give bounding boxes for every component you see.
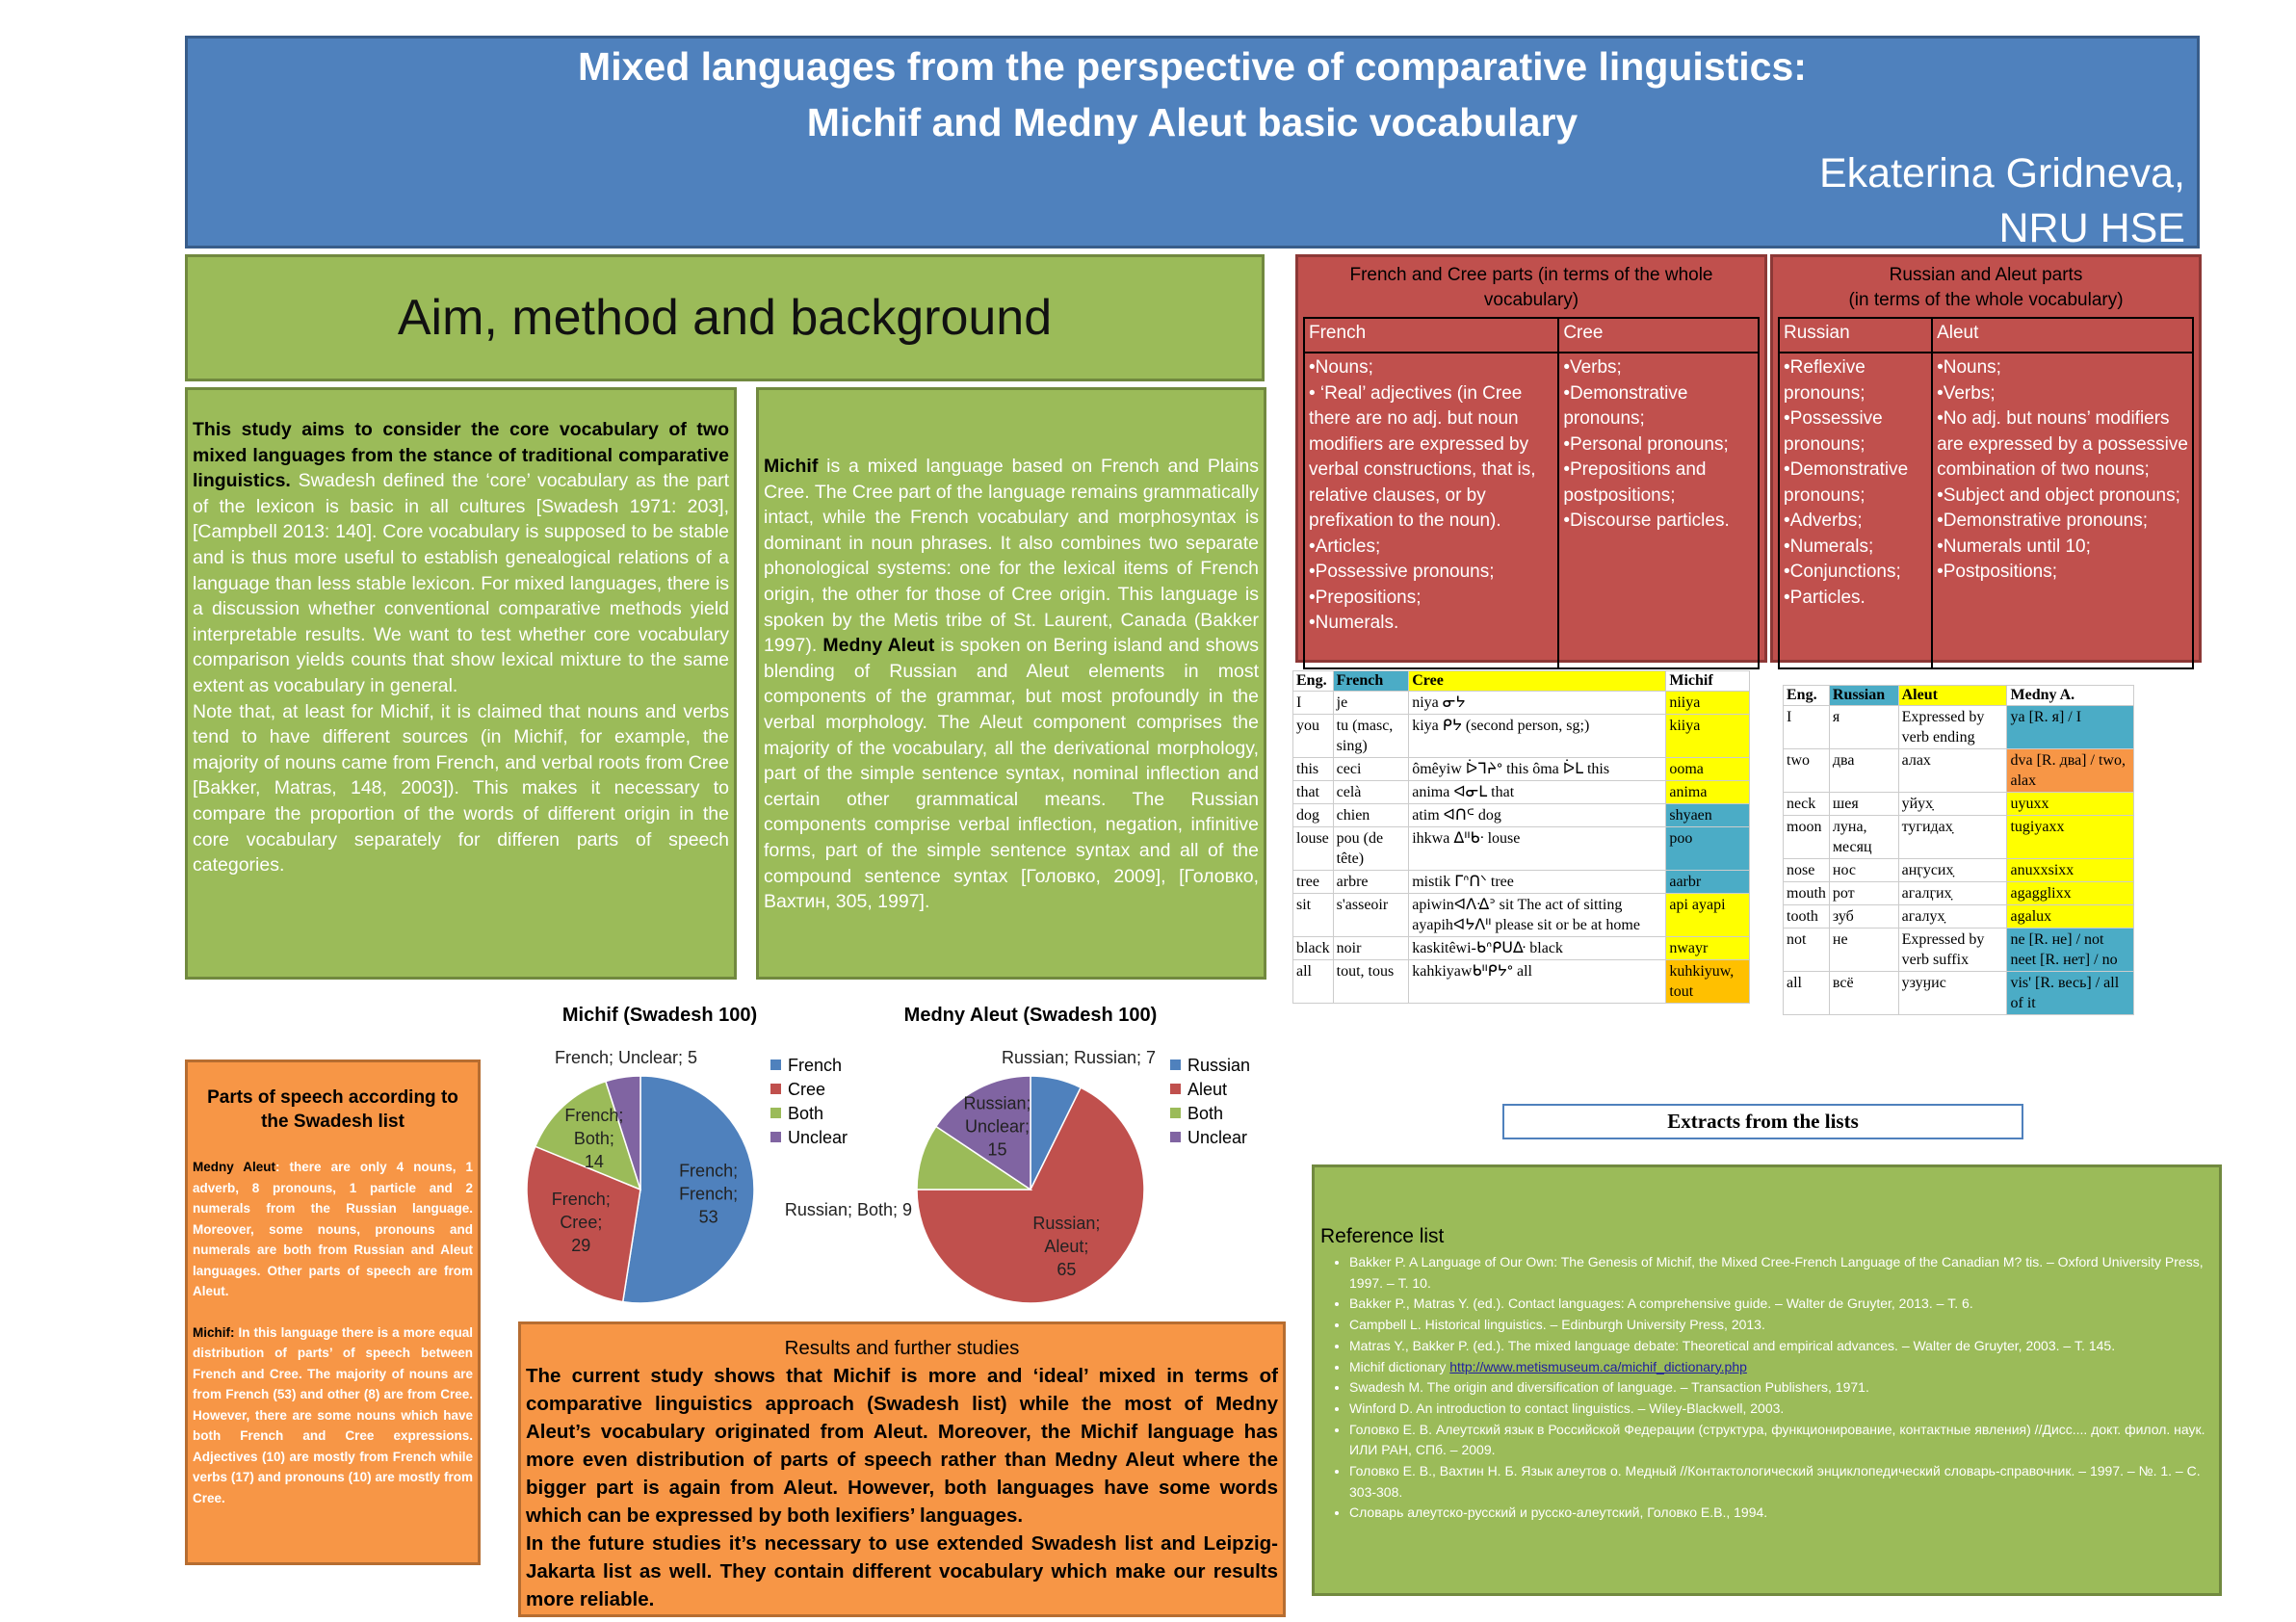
table-cell-cree: niya ᓂᔭ <box>1409 692 1666 715</box>
bullet-item: •Personal pronouns; <box>1563 433 1729 455</box>
table-row <box>1784 749 2134 793</box>
heading-line2: (in terms of the whole vocabulary) <box>1848 290 2124 310</box>
table-row <box>1784 972 2134 1015</box>
reference-text: Winford D. An introduction to contact linguistics. – Wiley-Blackwell, 2003. <box>1349 1400 1785 1416</box>
table-cell-eng: that <box>1293 781 1334 804</box>
michif-dictionary-link[interactable]: http://www.metismuseum.ca/michif_dictionary.php <box>1449 1358 1747 1374</box>
legend-swatch <box>1170 1132 1181 1142</box>
data-label: French; <box>551 1189 611 1209</box>
table-cell-al: агалух̣ <box>1898 905 2007 929</box>
column-header: French <box>1333 671 1409 692</box>
michif-desc: is a mixed language based on French and Plains Cree. The Cree part of the language remains grammatically intact, while the French vocabulary and morphosyntax is dominant in noun phrases. It also combines two separate phonological systems: one for the lexical items of French origin, the other for those of Cree origin. This language is spoken by the Metis tribe of St. Laurent, Canada (Bakker 1997). <box>764 456 1259 657</box>
table-cell-eng: louse <box>1293 827 1334 871</box>
bullet-item: •Possessive pronouns; <box>1309 562 1495 582</box>
table-cell-cree: apiwinᐊᐱᐎᐣ sit The act of sitting ayapihᐊᔭᐱᐦ please sit or be at home <box>1409 894 1666 937</box>
bullet-item: •Adverbs; <box>1784 510 1863 531</box>
legend-swatch <box>770 1060 781 1070</box>
table-row <box>1784 929 2134 972</box>
french-list <box>1304 353 1558 668</box>
table-cell-mi: shyaen <box>1666 804 1750 827</box>
table-cell-eng: tooth <box>1784 905 1830 929</box>
russian-aleut-table <box>1778 317 2194 669</box>
data-label: 29 <box>571 1235 591 1255</box>
table-row <box>1784 859 2134 882</box>
bullet-item: •Numerals. <box>1309 613 1399 633</box>
legend-swatch <box>1170 1108 1181 1118</box>
table-cell-eng: I <box>1784 706 1830 749</box>
bullet-item: •Numerals; <box>1784 536 1874 557</box>
table-row <box>1784 793 2134 816</box>
aleut-list <box>1932 353 2193 668</box>
data-label: Russian; Both; 9 <box>784 1200 912 1219</box>
table-row <box>1293 827 1750 871</box>
table-cell-mi: api ayapi <box>1666 894 1750 937</box>
poster-title-line2: Michif and Medny Aleut basic vocabulary <box>806 100 1578 144</box>
legend-entry: Both <box>1187 1104 1224 1123</box>
table-cell-cree: ihkwa ᐃᐦᑲᐧ louse <box>1409 827 1666 871</box>
data-label: Russian; <box>963 1093 1031 1113</box>
table-cell-fr: je <box>1333 692 1409 715</box>
table-row <box>1293 804 1750 827</box>
languages-text-box <box>756 387 1266 980</box>
table-row <box>1293 871 1750 894</box>
cree-list <box>1558 353 1759 668</box>
legend-swatch <box>770 1132 781 1142</box>
data-label: Russian; <box>1032 1214 1101 1234</box>
table-cell-mi: aarbr <box>1666 871 1750 894</box>
medny-vocab-table <box>1783 685 2134 1015</box>
intro-p1: Swadesh defined the ‘core’ vocabulary as the part of the lexicon is basic in all cultures [Swadesh 1971: 203], [Campbell 2013: 140]. Core vocabulary is supposed to be stable and is thus more useful to establish genealogical relations of a language than less stable lexicon. For mixed languages, there is a discussion whether conventional comparative methods yield interpretable results. We want to test whether core vocabulary comparison yields counts that show lexical mixture to the same extent as vocabulary in general. <box>193 470 729 696</box>
pie-charts-svg <box>491 992 1281 1320</box>
reference-item <box>1349 1420 2213 1461</box>
legend-entry: Cree <box>788 1080 826 1099</box>
table-cell-eng: you <box>1293 715 1334 758</box>
table-cell-cree: kiya ᑭᔭ (second person, sg;) <box>1409 715 1666 758</box>
column-header: Cree <box>1409 671 1666 692</box>
bullet-item: •Conjunctions; <box>1784 562 1901 582</box>
table-cell-al: Expressed by verb ending <box>1898 706 2007 749</box>
reference-item <box>1349 1357 2213 1378</box>
author-name: Ekaterina Gridneva, <box>1818 150 2185 196</box>
table-cell-eng: black <box>1293 937 1334 960</box>
table-cell-eng: I <box>1293 692 1334 715</box>
reference-heading: Reference list <box>1320 1225 1445 1247</box>
table-cell-eng: mouth <box>1784 882 1830 905</box>
intro-bold: This study aims to consider the core vocabulary of two mixed languages from the stance of traditional comparative linguistics. <box>193 419 729 492</box>
table-cell-al: анӷусих̣ <box>1898 859 2007 882</box>
table-cell-eng: all <box>1293 960 1334 1004</box>
reference-text: Swadesh M. The origin and diversification of language. – Transaction Publishers, 1971. <box>1349 1379 1869 1396</box>
reference-text: Bakker P. A Language of Our Own: The Genesis of Michif, the Mixed Cree-French Language of the Canadian M? tis. – Oxford University Press, 1997. – Т. 10. <box>1349 1254 2204 1291</box>
data-label: Cree; <box>560 1212 603 1232</box>
table-cell-mi: kiiya <box>1666 715 1750 758</box>
table-cell-ru: шея <box>1829 793 1898 816</box>
medny-bold: Medny Aleut <box>822 635 935 657</box>
data-label: French; <box>679 1161 739 1181</box>
legend-entry: Unclear <box>788 1128 848 1147</box>
table-cell-md: agagglixx <box>2007 882 2134 905</box>
chart-title: Medny Aleut (Swadesh 100) <box>903 1005 1158 1026</box>
legend-swatch <box>770 1084 781 1094</box>
table-row <box>1784 905 2134 929</box>
column-header: Medny A. <box>2007 686 2134 706</box>
results-box <box>518 1321 1286 1617</box>
table-cell-fr: tu (masc, sing) <box>1333 715 1409 758</box>
bullet-item: •Articles; <box>1309 536 1381 557</box>
intro-p2: Note that, at least for Michif, it is claimed that nouns and verbs tend to have different sources (in Michif, for example, the majority of nouns came from French, and verbal roots from Cree [Bakker, Matras, 148, 2003]). This makes it necessary to compare the proportion of the words of different origin in the core vocabulary separately for differen parts of speech categories. <box>193 700 729 876</box>
table-cell-al: алах <box>1898 749 2007 793</box>
table-cell-al: узуӈис <box>1898 972 2007 1015</box>
reference-item <box>1349 1294 2213 1315</box>
poster-title-line1: Mixed languages from the perspective of comparative linguistics: <box>578 44 1807 89</box>
col-cree: Cree <box>1558 318 1759 353</box>
reference-text: Головко Е. В. Алеутский язык в Российской Федерации (структура, функционирование, контактные явления) //Дисс.... докт. филол. наук. ИЛИ РАН, СПб. – 2009. <box>1349 1421 2205 1458</box>
table-row <box>1293 715 1750 758</box>
legend-swatch <box>770 1108 781 1118</box>
table-cell-md: ya [R. я] / I <box>2007 706 2134 749</box>
table-cell-mi: nwayr <box>1666 937 1750 960</box>
table-cell-md: dva [R. два] / two, alax <box>2007 749 2134 793</box>
legend-swatch <box>1170 1084 1181 1094</box>
data-label: French; <box>679 1184 739 1204</box>
table-cell-eng: two <box>1784 749 1830 793</box>
table-row <box>1293 781 1750 804</box>
table-cell-cree: kaskitêwi-ᑲᐢᑭᑌᐏ black <box>1409 937 1666 960</box>
bullet-item: •Subject and object pronouns; <box>1937 484 2180 506</box>
bullet-item: •Verbs; <box>1563 357 1622 378</box>
affiliation: NRU HSE <box>1998 205 2185 251</box>
pos-heading: Parts of speech according to the Swadesh list <box>207 1087 458 1132</box>
table-cell-eng: tree <box>1293 871 1334 894</box>
data-label: 14 <box>584 1152 604 1172</box>
pos-michif-label: Michif: <box>193 1324 235 1340</box>
table-cell-mi: kuhkiyuw, tout <box>1666 960 1750 1004</box>
col-aleut: Aleut <box>1932 318 2193 353</box>
bullet-item: •No adj. but nouns’ modifiers are expressed by a possessive combination of two nouns; <box>1937 408 2188 480</box>
table-cell-ru: луна, месяц <box>1829 816 1898 859</box>
table-cell-fr: chien <box>1333 804 1409 827</box>
table-cell-cree: kahkiyawᑲᐦᑭᔭᐤ all <box>1409 960 1666 1004</box>
column-header: Russian <box>1829 686 1898 706</box>
data-label: French; <box>564 1106 624 1126</box>
reference-text: Matras Y., Bakker P. (ed.). The mixed language debate: Theoretical and empirical advances. – Walter de Gruyter, 2003. – Т. 145. <box>1349 1337 2116 1353</box>
legend-entry: Aleut <box>1187 1080 1228 1099</box>
bullet-item: •Particles. <box>1784 587 1866 608</box>
bullet-item: •Numerals until 10; <box>1937 536 2091 557</box>
aim-heading: Aim, method and background <box>185 254 1265 381</box>
column-header: Eng. <box>1293 671 1334 692</box>
bullet-item: •Demonstrative pronouns; <box>1937 510 2149 531</box>
bullet-item: •Demonstrative pronouns; <box>1784 459 1909 506</box>
russian-list <box>1779 353 1932 668</box>
legend-swatch <box>1170 1060 1181 1070</box>
title-banner <box>185 36 2200 249</box>
author-block <box>1819 146 2185 256</box>
table-cell-eng: dog <box>1293 804 1334 827</box>
reference-item <box>1349 1399 2213 1420</box>
table-cell-md: uyuxx <box>2007 793 2134 816</box>
intro-text-box <box>185 387 737 980</box>
table-cell-eng: neck <box>1784 793 1830 816</box>
data-label: Russian; Russian; 7 <box>1001 1048 1157 1067</box>
reference-item <box>1349 1461 2213 1503</box>
table-cell-md: tugiyaxx <box>2007 816 2134 859</box>
bullet-item: •Prepositions; <box>1309 587 1422 608</box>
french-cree-heading: French and Cree parts (in terms of the whole vocabulary) <box>1349 265 1713 310</box>
reference-text: Словарь алеутско-русский и русско-алеутский, Головко Е.В., 1994. <box>1349 1504 1768 1521</box>
table-cell-ru: я <box>1829 706 1898 749</box>
table-row <box>1784 706 2134 749</box>
bullet-item: •Prepositions and postpositions; <box>1563 459 1707 506</box>
reference-item <box>1349 1315 2213 1336</box>
bullet-item: •Nouns; <box>1937 357 2001 378</box>
table-cell-eng: sit <box>1293 894 1334 937</box>
reference-list <box>1320 1252 2213 1524</box>
table-cell-al: агалӷих̣ <box>1898 882 2007 905</box>
table-cell-fr: celà <box>1333 781 1409 804</box>
table-cell-cree: atim ᐊᑎᒼ dog <box>1409 804 1666 827</box>
table-cell-eng: all <box>1784 972 1830 1015</box>
results-heading: Results and further studies <box>784 1337 1020 1359</box>
table-cell-fr: noir <box>1333 937 1409 960</box>
table-cell-md: agalux <box>2007 905 2134 929</box>
table-cell-fr: s'asseoir <box>1333 894 1409 937</box>
table-cell-mi: anima <box>1666 781 1750 804</box>
table-cell-eng: not <box>1784 929 1830 972</box>
reference-item <box>1349 1252 2213 1294</box>
table-row <box>1293 692 1750 715</box>
heading-line1: Russian and Aleut parts <box>1889 265 2083 285</box>
column-header: Michif <box>1666 671 1750 692</box>
bullet-item: •Reflexive pronouns; <box>1784 357 1866 404</box>
pie-charts <box>491 992 1281 1320</box>
bullet-item: •Possessive pronouns; <box>1784 408 1883 455</box>
bullet-item: •Nouns; <box>1309 357 1373 378</box>
russian-aleut-parts-box <box>1770 254 2202 663</box>
column-header: Eng. <box>1784 686 1830 706</box>
table-cell-cree: mistik ᒥᐢᑎᐠ tree <box>1409 871 1666 894</box>
chart-title: Michif (Swadesh 100) <box>561 1005 758 1026</box>
table-cell-md: anuxxsixx <box>2007 859 2134 882</box>
data-label: French; Unclear; 5 <box>554 1048 698 1067</box>
results-p1: The current study shows that Michif is more and ‘ideal’ mixed in terms of comparative linguistics approach (Swadesh list) while the most of Medny Aleut’s vocabulary originated from Aleut. Moreover, the Michif language has more even distribution of parts of speech rather than Medny Aleut where the bigger part is again from Aleut. However, both languages have some words which can be expressed by both lexifiers’ languages. <box>526 1365 1278 1527</box>
results-p2: In the future studies it’s necessary to use extended Swadesh list and Leipzig-Jakarta list as well. They contain different vocabulary which make our results more reliable. <box>526 1532 1278 1610</box>
legend-entry: Both <box>788 1104 824 1123</box>
michif-bold: Michif <box>764 456 819 477</box>
reference-text: Головко Е. В., Вахтин Н. Б. Язык алеутов о. Медный //Контактологический энциклопедический словарь-справочник. – 1997. – №. 1. – С. 303-308. <box>1349 1463 2201 1500</box>
table-cell-md: vis' [R. весь] / all of it <box>2007 972 2134 1015</box>
table-cell-ru: не <box>1829 929 1898 972</box>
table-row <box>1784 816 2134 859</box>
table-row <box>1293 894 1750 937</box>
table-cell-mi: niiya <box>1666 692 1750 715</box>
reference-item <box>1349 1377 2213 1399</box>
michif-vocab-table <box>1292 670 1750 1004</box>
bullet-item: •Verbs; <box>1937 382 1996 404</box>
table-cell-fr: tout, tous <box>1333 960 1409 1004</box>
legend-entry: Russian <box>1187 1056 1251 1075</box>
bullet-item: •Discourse particles. <box>1563 510 1730 531</box>
table-cell-mi: poo <box>1666 827 1750 871</box>
french-cree-table <box>1303 317 1760 669</box>
pos-medny-text: : there are only 4 nouns, 1 adverb, 8 pronouns, 1 particle and 2 numerals from the Russian language. Moreover, some nouns, pronouns and numerals are both from Russian and Aleut languages. Other parts of speech are from Aleut. <box>193 1160 473 1298</box>
pos-michif-text: In this language there is a more equal distribution of parts’ of speech between French and Cree. The majority of nouns are from French (53) and other (8) are from Cree. However, there are some nouns which have both French and Cree expressions. Adjectives (10) are mostly from French while verbs (17) and pronouns (10) are mostly from Cree. <box>193 1324 473 1505</box>
data-label: Unclear; <box>964 1116 1031 1137</box>
table-cell-ru: зуб <box>1829 905 1898 929</box>
table-cell-ru: рот <box>1829 882 1898 905</box>
table-cell-fr: arbre <box>1333 871 1409 894</box>
table-row <box>1293 758 1750 781</box>
legend-entry: French <box>788 1056 843 1075</box>
reference-text: Michif dictionary <box>1349 1358 1450 1374</box>
table-cell-mi: ooma <box>1666 758 1750 781</box>
french-cree-parts-box <box>1295 254 1767 663</box>
data-label: 65 <box>1057 1260 1077 1280</box>
legend-entry: Unclear <box>1187 1128 1248 1147</box>
medny-desc: is spoken on Bering island and shows blending of Russian and Aleut elements in most components of the grammar, but most profoundly in the verbal morphology. The Aleut component comprises the majority of the vocabulary, all the derivational morphology, part of the simple sentence syntax, nominal inflection and certain other grammatical means. The Russian components comprise verbal inflection, negation, infinitive forms, part of the simple sentence syntax and all of the compound sentence syntax [Головко, 2009], [Головко, Вахтин, 305, 1997]. <box>764 635 1260 913</box>
table-cell-eng: this <box>1293 758 1334 781</box>
table-cell-ru: нос <box>1829 859 1898 882</box>
reference-item <box>1349 1503 2213 1524</box>
table-row <box>1293 960 1750 1004</box>
table-row <box>1293 937 1750 960</box>
data-label: 53 <box>698 1207 718 1227</box>
bullet-item: •Postpositions; <box>1937 562 2058 582</box>
table-cell-al: уйух̣ <box>1898 793 2007 816</box>
col-russian: Russian <box>1779 318 1932 353</box>
table-cell-eng: nose <box>1784 859 1830 882</box>
table-cell-fr: ceci <box>1333 758 1409 781</box>
bullet-item: •Demonstrative pronouns; <box>1563 382 1688 429</box>
table-cell-ru: два <box>1829 749 1898 793</box>
extracts-label: Extracts from the lists <box>1502 1104 2023 1139</box>
reference-item <box>1349 1336 2213 1357</box>
reference-list-box <box>1312 1164 2222 1596</box>
reference-text: Bakker P., Matras Y. (ed.). Contact languages: A comprehensive guide. – Walter de Gruyter, 2013. – Т. 6. <box>1349 1295 1973 1312</box>
data-label: Both; <box>573 1129 614 1149</box>
parts-of-speech-box <box>185 1060 481 1565</box>
table-cell-ru: всё <box>1829 972 1898 1015</box>
data-label: 15 <box>987 1139 1007 1160</box>
column-header: Aleut <box>1898 686 2007 706</box>
reference-text: Campbell L. Historical linguistics. – Edinburgh University Press, 2013. <box>1349 1317 1765 1333</box>
data-label: Aleut; <box>1044 1237 1089 1257</box>
russian-aleut-heading <box>1778 263 2194 317</box>
col-french: French <box>1304 318 1558 353</box>
table-row <box>1784 882 2134 905</box>
table-cell-md: ne [R. не] / not neet [R. нет] / no <box>2007 929 2134 972</box>
table-cell-al: тугидах̣ <box>1898 816 2007 859</box>
table-cell-cree: ômêyiw ᐆᒣᔨᐤ this ôma ᐆᒪ this <box>1409 758 1666 781</box>
table-cell-fr: pou (de tête) <box>1333 827 1409 871</box>
table-cell-cree: anima ᐊᓂᒪ that <box>1409 781 1666 804</box>
table-cell-al: Expressed by verb suffix <box>1898 929 2007 972</box>
pos-medny-label: Medny Aleut <box>193 1160 276 1174</box>
table-cell-eng: moon <box>1784 816 1830 859</box>
bullet-item: • ‘Real’ adjectives (in Cree there are no adj. but noun modifiers are expressed by verbal constructions, that is, relative clauses, or by prefixation to the noun). <box>1309 382 1536 531</box>
